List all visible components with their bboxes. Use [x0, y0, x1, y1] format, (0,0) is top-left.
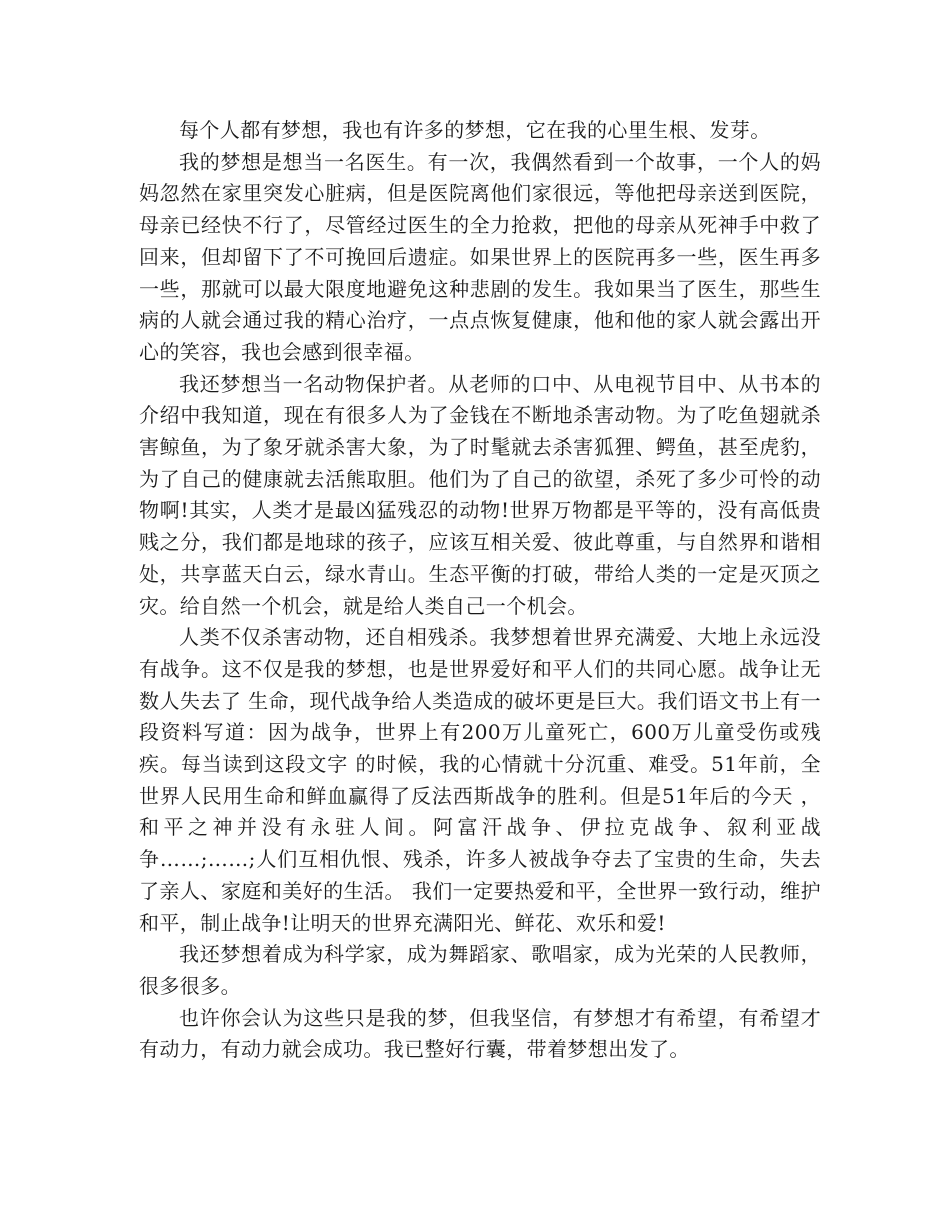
- paragraph-animal-protector-dream: 我还梦想当一名动物保护者。从老师的口中、从电视节目中、从书本的介绍中我知道，现在有很多人为了金钱在不断地杀害动物。为了吃鱼翅就杀害鲸鱼，为了象牙就杀害大象，为了时髦就去杀害狐狸、鳄鱼，甚至虎豹，为了自己的健康就去活熊取胆。他们为了自己的欲望，杀死了多少可怜的动物啊!其实，人类才是最凶猛残忍的动物!世界万物都是平等的，没有高低贵贱之分，我们都是地球的孩子，应该互相关爱、彼此尊重，与自然界和谐相处，共享蓝天白云，绿水青山。生态平衡的打破，带给人类的一定是灭顶之灾。给自然一个机会，就是给人类自己一个机会。: [139, 371, 821, 618]
- paragraph-intro: 每个人都有梦想，我也有许多的梦想，它在我的心里生根、发芽。: [179, 118, 771, 142]
- essay-body: [139, 115, 821, 1066]
- paragraph-doctor-dream: 我的梦想是想当一名医生。有一次，我偶然看到一个故事，一个人的妈妈忽然在家里突发心脏病，但是医院离他们家很远，等他把母亲送到医院，母亲已经快不行了，尽管经过医生的全力抢救，把他的母亲从死神手中救了回来，但却留下了不可挽回后遗症。如果世界上的医院再多一些，医生再多一些，那就可以最大限度地避免这种悲剧的发生。我如果当了医生，那些生病的人就会通过我的精心治疗，一点点恢复健康，他和他的家人就会露出开心的笑容，我也会感到很幸福。: [139, 149, 821, 364]
- paragraph-conclusion: 也许你会认为这些只是我的梦，但我坚信，有梦想才有希望，有希望才有动力，有动力就会成功。我已整好行囊，带着梦想出发了。: [139, 1005, 821, 1062]
- paragraph-other-dreams: 我还梦想着成为科学家，成为舞蹈家、歌唱家，成为光荣的人民教师，很多很多。: [139, 942, 821, 998]
- paragraph-peace-dream: 人类不仅杀害动物，还自相残杀。我梦想着世界充满爱、大地上永远没有战争。这不仅是我的梦想，也是世界爱好和平人们的共同心愿。战争让无数人失去了 生命，现代战争给人类造成的破坏更是巨大。我们语文书上有一段资料写道：因为战争，世界上有200万儿童死亡，600万儿童受伤或残疾。每当读到这段文字 的时候，我的心情就十分沉重、难受。51年前，全世界人民用生命和鲜血赢得了反法西斯战争的胜利。但是51年后的今天 ，和平之神并没有永驻人间。阿富汗战争、伊拉克战争、叙利亚战争……;……;人们互相仇恨、残杀，许多人被战争夺去了宝贵的生命，失去了亲人、家庭和美好的生活。 我们一定要热爱和平，全世界一致行动，维护和平，制止战争!让明天的世界充满阳光、鲜花、欢乐和爱!: [139, 625, 821, 935]
